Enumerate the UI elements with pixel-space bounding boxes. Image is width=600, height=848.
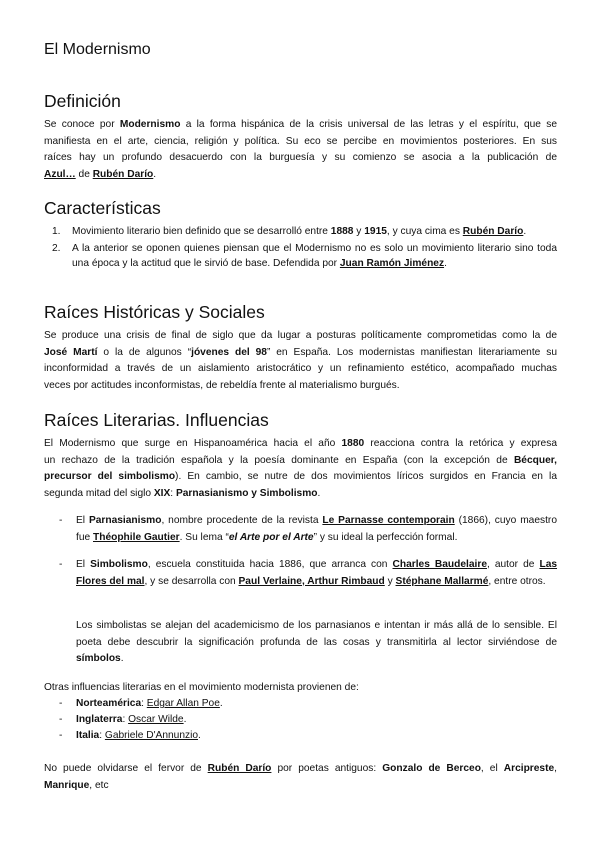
paragraph-cierre: No puede olvidarse el fervor de Rubén Darío por poetas antiguos: Gonzalo de Berceo, el Arcipreste, Manrique, etc bbox=[44, 763, 558, 791]
link-juan-ramon-jimenez[interactable]: Juan Ramón Jiménez bbox=[339, 258, 445, 269]
page-title: El Modernismo bbox=[44, 41, 151, 58]
paragraph-raices-literarias: El Modernismo que surge en Hispanoamérica hacia el año 1880 reacciona contra la retórica y expresa un rechazo de la tradición española y la poesía dominante en España (con la excepción de Bécquer, precursor del simbolismo). En cambio, se nutre de dos movimientos líricos surgidos en Francia en la segunda mitad del siglo XIX: Parnasianismo y Simbolismo. bbox=[44, 438, 557, 499]
link-las-flores-del-mal[interactable]: Las Flores del mal bbox=[76, 559, 558, 587]
paragraph-simbolistas: Los simbolistas se alejan del academicismo de los parnasianos e intentan ir más allá de lo sensible. El poeta debe descubrir la significación profunda de las cosas y transmitirla al lector sirviéndose de símbolos. bbox=[76, 620, 557, 664]
link-theophile-gautier[interactable]: Théophile Gautier bbox=[93, 531, 180, 543]
link-ruben-dario[interactable]: Rubén Darío bbox=[462, 226, 524, 237]
link-ruben-dario[interactable]: Rubén Darío bbox=[92, 168, 154, 180]
link-gabriele-dannunzio[interactable]: Gabriele D'Annunzio bbox=[104, 730, 199, 741]
caracteristicas-list bbox=[52, 224, 557, 273]
paragraph-definicion: Se conoce por Modernismo a la forma hispánica de la crisis universal de las letras y el espíritu, que se manifiesta en el arte, ciencia, religión y política. Su eco se percibe en movimientos posteriores. En sus raíces hay un profundo desacuerdo con la burguesía y su comienzo se asocia a la publicación de Azul… de Rubén Darío. bbox=[44, 119, 557, 180]
simbolismo-list bbox=[59, 557, 557, 590]
link-edgar-allan-poe[interactable]: Edgar Allan Poe bbox=[146, 698, 220, 709]
paragraph-otras-influencias: Otras influencias literarias en el movimiento modernista provienen de: bbox=[44, 682, 359, 693]
list-item: - El Simbolismo, escuela constituida hacia 1886, que arranca con Charles Baudelaire, autor de Las Flores del mal, y se desarrolla con Paul Verlaine, Arthur Rimbaud y Stéphane Mallarmé, entre otros. bbox=[59, 559, 558, 587]
heading-caracteristicas: Características bbox=[44, 198, 161, 218]
link-oscar-wilde[interactable]: Oscar Wilde bbox=[128, 714, 184, 725]
list-item: - El Parnasianismo, nombre procedente de la revista Le Parnasse contemporain (1866), cuyo maestro fue Théophile Gautier. Su lema “el Arte por el Arte” y su ideal la perfección formal. bbox=[59, 515, 557, 543]
link-le-parnasse[interactable]: Le Parnasse contemporain bbox=[322, 515, 455, 526]
list-item: - Italia: Gabriele D'Annunzio. bbox=[59, 730, 201, 741]
list-item: - Norteamérica: Edgar Allan Poe. bbox=[59, 698, 223, 709]
link-azul[interactable]: Azul… bbox=[44, 168, 76, 180]
parnasianismo-list bbox=[59, 513, 557, 546]
heading-raices-historicas: Raíces Históricas y Sociales bbox=[44, 302, 265, 322]
list-item: - Inglaterra: Oscar Wilde. bbox=[59, 714, 187, 725]
otras-influencias-list bbox=[59, 696, 223, 744]
link-charles-baudelaire[interactable]: Charles Baudelaire bbox=[392, 559, 487, 570]
link-ruben-dario[interactable]: Rubén Darío bbox=[207, 763, 272, 774]
heading-definicion: Definición bbox=[44, 91, 121, 111]
paragraph-raices-historicas: Se produce una crisis de final de siglo que da lugar a posturas políticamente comprometidas como la de José Martí o la de algunos “jóvenes del 98” en España. Los modernistas manifiestan literariamente su inconformidad a través de un aislamiento aristocrático y un refinamiento estético, acompañado muchas veces por actitudes inconformistas, de rebeldía frente al materialismo burgués. bbox=[44, 330, 557, 391]
heading-raices-literarias: Raíces Literarias. Influencias bbox=[44, 410, 269, 430]
link-verlaine-rimbaud[interactable]: Paul Verlaine, Arthur Rimbaud bbox=[238, 575, 385, 587]
link-stephane-mallarme[interactable]: Stéphane Mallarmé bbox=[395, 575, 489, 587]
list-item: 1. Movimiento literario bien definido que se desarrolló entre 1888 y 1915, y cuya cima es Rubén Darío. bbox=[52, 226, 527, 237]
list-item: 2. A la anterior se oponen quienes piensan que el Modernismo no es solo un movimiento literario sino toda una época y la actitud que le sirvió de base. Defendida por Juan Ramón Jiménez. bbox=[52, 242, 557, 269]
